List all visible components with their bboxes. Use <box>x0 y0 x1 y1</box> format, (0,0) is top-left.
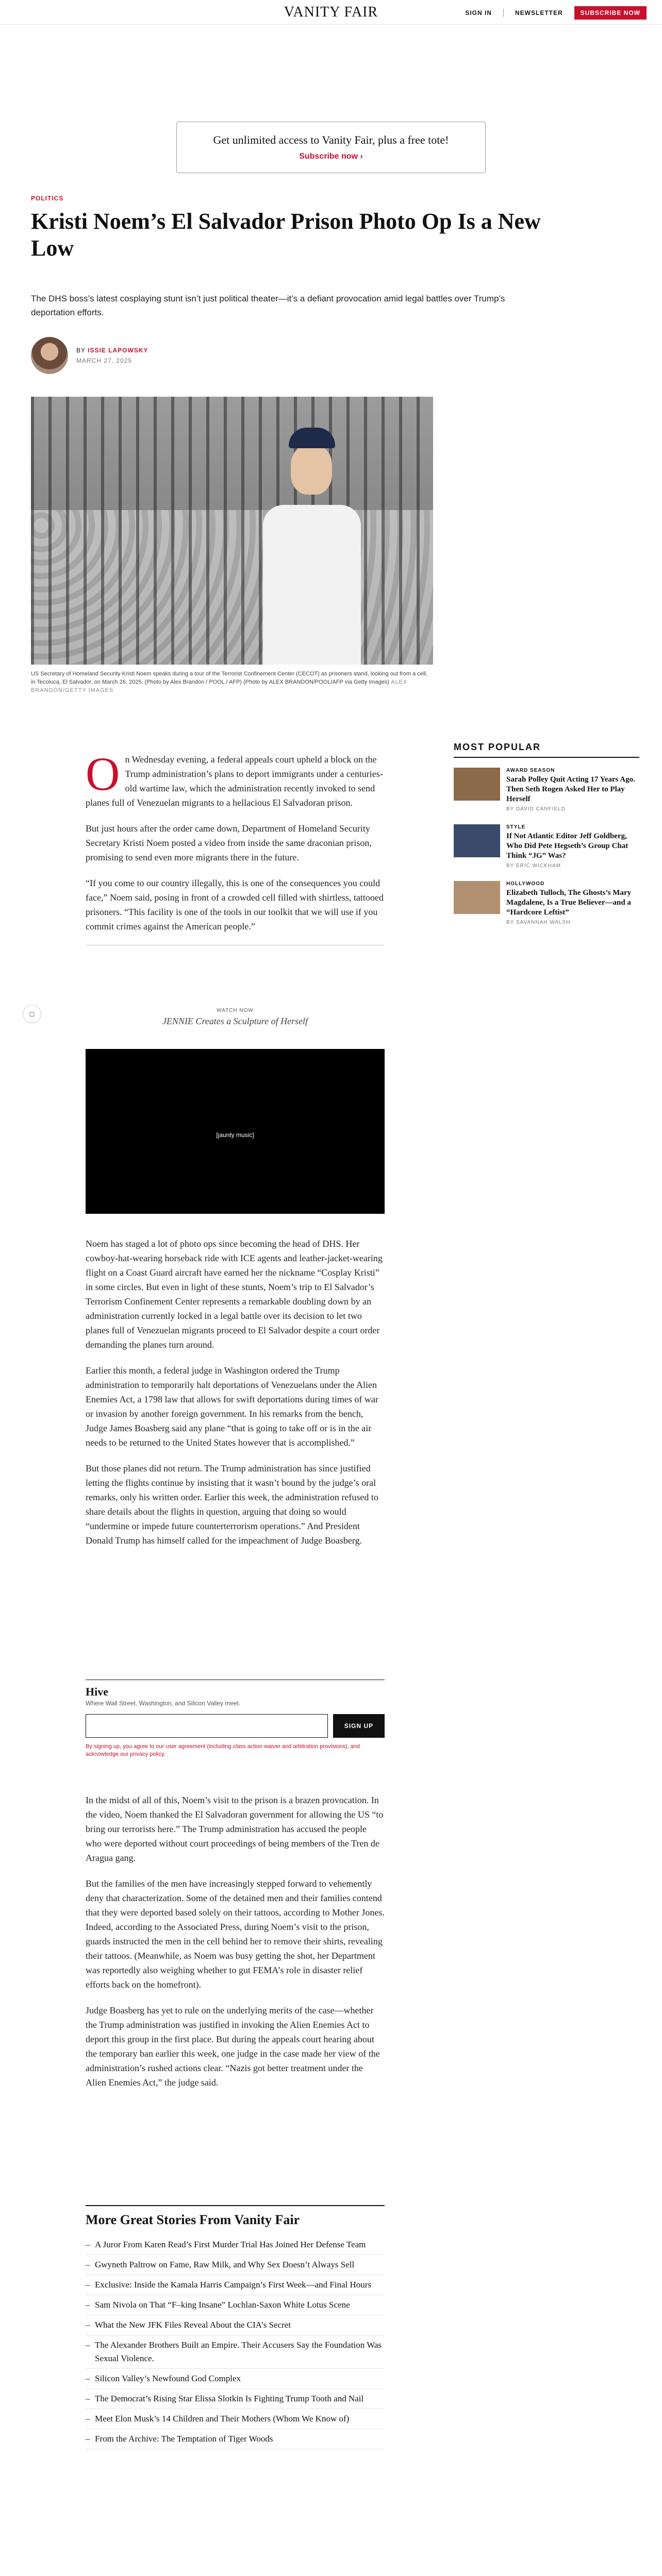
newsletter-link[interactable]: NEWSLETTER <box>515 9 563 16</box>
most-popular-title: MOST POPULAR <box>454 742 639 758</box>
newsletter-subtitle: Where Wall Street, Washington, and Silicon Valley meet. <box>86 1700 241 1707</box>
story-link[interactable]: – What the New JFK Files Reveal About the CIA’s Secret <box>86 2315 385 2335</box>
paragraph: Earlier this month, a federal judge in Washington ordered the Trump administration to temporarily halt deportations of Venezuelans under the Alien Enemies Act, a 1798 law that allows for swift deportations during times of war or invasion by another foreign government. In his remarks from the bench, Judge James Boasberg said any plane “that is going to take off or is in the air needs to be returned to the United States however that is accomplished.” <box>86 1365 378 1448</box>
popular-item[interactable] <box>454 881 639 925</box>
popular-headline[interactable]: Elizabeth Tulloch, The Ghosts’s Mary Magdalene, Is a True Believer—and a “Hardcore Leftist” <box>506 889 632 917</box>
promo-text: Get unlimited access to Vanity Fair, plus a free tote! <box>213 133 449 146</box>
drop-cap: O <box>86 748 120 800</box>
story-link[interactable]: – The Alexander Brothers Built an Empire. Their Accusers Say the Foundation Was Sexual Violence. <box>86 2335 385 2369</box>
article-headline: Kristi Noem’s El Salvador Prison Photo Op Is a New Low <box>31 209 541 261</box>
article-body-1 <box>86 748 385 945</box>
publish-date: MARCH 27, 2025 <box>76 357 133 364</box>
popular-byline: BY SAVANNAH WALSH <box>506 920 571 925</box>
newsletter-title: Hive <box>86 1685 108 1698</box>
popular-category: STYLE <box>506 824 526 830</box>
story-link[interactable]: – Silicon Valley’s Newfound God Complex <box>86 2369 385 2389</box>
more-stories <box>86 2205 385 2449</box>
popular-headline[interactable]: If Not Atlantic Editor Jeff Goldberg, Who Did Pete Hegseth’s Group Chat Think “JG” Was? <box>506 832 628 860</box>
category-kicker[interactable]: POLITICS <box>31 195 64 202</box>
newsletter-signup <box>86 1680 385 1758</box>
article-body-3 <box>86 1793 385 2101</box>
caption-text: US Secretary of Homeland Security Kristi Noem speaks during a tour of the Terrorist Confinement Center (CECOT) as prisoners stand, looking out from a cell, in Tecoluca, El Salvador, on March 26, 2025. (Photo by Alex Brandon / POOL / AFP) (Photo by ALEX BRANDON/POOL/AFP via Getty Images) <box>31 671 427 685</box>
story-link[interactable]: – The Democrat’s Rising Star Elissa Slotkin Is Fighting Trump Tooth and Nail <box>86 2389 385 2409</box>
story-link[interactable]: – A Juror From Karen Read’s First Murder Trial Has Joined Her Defense Team <box>86 2235 385 2255</box>
paragraph: But the families of the men have increasingly stepped forward to vehemently deny that characterization. Some of the detained men and their families contend that they were deported based solely on their tattoos, according to Mother Jones. Indeed, according to the Associated Press, during Noem’s visit to the prison, guards instructed the men in the cell behind her to remove their shirts, revealing their tattoos. (Meanwhile, as Noem was busy getting the shot, her Department was reportedly also weighing whether to gut FEMA’s role in disaster relief efforts back on the homefront). <box>86 1878 385 1990</box>
paragraph: Judge Boasberg has yet to rule on the underlying merits of the case—whether the Trump administration was justified in invoking the Alien Enemies Act to deport this group in the first place. But during the appeals court hearing about the temporary ban earlier this week, one judge in the case made her view of the administration’s rushed actions clear. “Nazis got better treatment under the Alien Enemies Act,” the judge said. <box>86 2005 380 2088</box>
story-link[interactable]: – Gwyneth Paltrow on Fame, Raw Milk, and Why Sex Doesn’t Always Sell <box>86 2255 385 2275</box>
author-avatar[interactable] <box>31 337 68 374</box>
author-link[interactable]: ISSIE LAPOWSKY <box>88 347 148 354</box>
paragraph: But just hours after the order came down, Department of Homeland Security Secretary Kristi Noem posted a video from inside the same draconian prison, promising to send even more migrants there in the future. <box>86 823 372 862</box>
video-caption: [jaunty music] <box>216 1131 254 1139</box>
popular-category: HOLLYWOOD <box>506 881 545 887</box>
promo-cta[interactable]: Subscribe now › <box>299 152 363 161</box>
subscribe-promo <box>176 122 486 173</box>
image-caption <box>31 670 433 694</box>
story-link[interactable]: – Sam Nivola on That “F–king Insane” Lochlan-Saxon White Lotus Scene <box>86 2295 385 2315</box>
popular-thumbnail[interactable] <box>454 881 500 914</box>
hero-image <box>31 397 433 665</box>
paragraph: In the midst of all of this, Noem’s visit to the prison is a brazen provocation. In the video, Noem thanked the El Salvadoran government for allowing the US “to bring our terrorists here.” The Trump administration has accused the people who were deported without court proceedings of being members of the Tren de Aragua gang. <box>86 1795 384 1863</box>
newsletter-legal[interactable]: By signing up, you agree to our user agreement (including class action waiver and arbitration provisions), and acknowledge our privacy policy. <box>86 1743 360 1757</box>
email-input[interactable] <box>86 1714 328 1738</box>
photo-credit: ALEX BRANDON/GETTY IMAGES <box>31 679 408 693</box>
article-dek: The DHS boss’s latest cosplaying stunt isn’t just political theater—it’s a defiant provocation amid legal battles over Trump’s deportation efforts. <box>31 294 505 317</box>
sign-in-link[interactable]: SIGN IN <box>465 9 492 16</box>
bookmark-icon[interactable]: □ <box>23 1005 41 1023</box>
popular-byline: BY DAVID CANFIELD <box>506 806 566 812</box>
cell-bars-illustration <box>31 397 433 665</box>
paragraph: Noem has staged a lot of photo ops since becoming the head of DHS. Her cowboy-hat-wearing horseback ride with ICE agents and leather-jacket-wearing flight on a Coast Guard aircraft have earned her the nickname “Cosplay Kristi” in some circles. But even in light of these stunts, Noem’s trip to El Salvador’s Terrorism Confinement Center represents a remarkable doubling down by an administration currently locked in a legal battle over its decision to let two planes full of Venezuelan migrants proceed to El Salvador despite a court order demanding the planes turn around. <box>86 1239 383 1350</box>
byline <box>31 337 148 374</box>
paragraph: On Wednesday evening, a federal appeals court upheld a block on the Trump administration’s plans to deport immigrants under a centuries-old wartime law, which the administration recently invoked to send planes full of Venezuelan migrants to a hellacious El Salvadoran prison. <box>86 748 383 808</box>
paragraph: But those planes did not return. The Trump administration has since justified letting the flights continue by insisting that it wasn’t bound by the judge’s oral remarks, only his written order. Earlier this week, the administration refused to share details about the flights in question, arguing that doing so would “undermine or impede future counterterrorism operations.” And President Donald Trump has himself called for the impeachment of Judge Boasberg. <box>86 1463 378 1546</box>
popular-headline[interactable]: Sarah Polley Quit Acting 17 Years Ago. Then Seth Rogen Asked Her to Play Herself <box>506 775 635 803</box>
video-title[interactable]: JENNIE Creates a Sculpture of Herself <box>162 1016 308 1026</box>
byline-author <box>76 347 148 354</box>
popular-byline: BY ERIC WICKHAM <box>506 863 561 869</box>
nav-actions <box>465 6 647 20</box>
watch-now-label: WATCH NOW <box>217 1008 254 1013</box>
story-link[interactable]: – Meet Elon Musk’s 14 Children and Their Mothers (Whom We Know of) <box>86 2409 385 2429</box>
more-stories-title: More Great Stories From Vanity Fair <box>86 2212 300 2227</box>
subscribe-button[interactable]: SUBSCRIBE NOW <box>574 6 647 20</box>
popular-thumbnail[interactable] <box>454 768 500 801</box>
article-body-2 <box>86 1236 385 1559</box>
popular-item[interactable] <box>454 824 639 869</box>
paragraph: “If you come to our country illegally, this is one of the consequences you could face,” Noem said, posing in front of a crowded cell filled with shirtless, tattooed prisoners. “This facility is one of the tools in our toolkit that we will use if you commit crimes against the American people.” <box>86 878 384 931</box>
site-logo[interactable]: VANITY FAIR <box>284 4 378 20</box>
story-link[interactable]: – From the Archive: The Temptation of Tiger Woods <box>86 2429 385 2449</box>
popular-category: AWARD SEASON <box>506 768 555 773</box>
top-nav <box>0 0 662 25</box>
video-player[interactable] <box>86 1049 385 1214</box>
sign-up-button[interactable]: SIGN UP <box>333 1714 385 1738</box>
nav-divider <box>503 9 504 17</box>
popular-item[interactable] <box>454 768 639 812</box>
story-link[interactable]: – Exclusive: Inside the Kamala Harris Campaign’s First Week—and Final Hours <box>86 2275 385 2295</box>
byline-prefix: BY <box>76 347 86 354</box>
noem-figure <box>258 428 361 665</box>
popular-thumbnail[interactable] <box>454 824 500 857</box>
